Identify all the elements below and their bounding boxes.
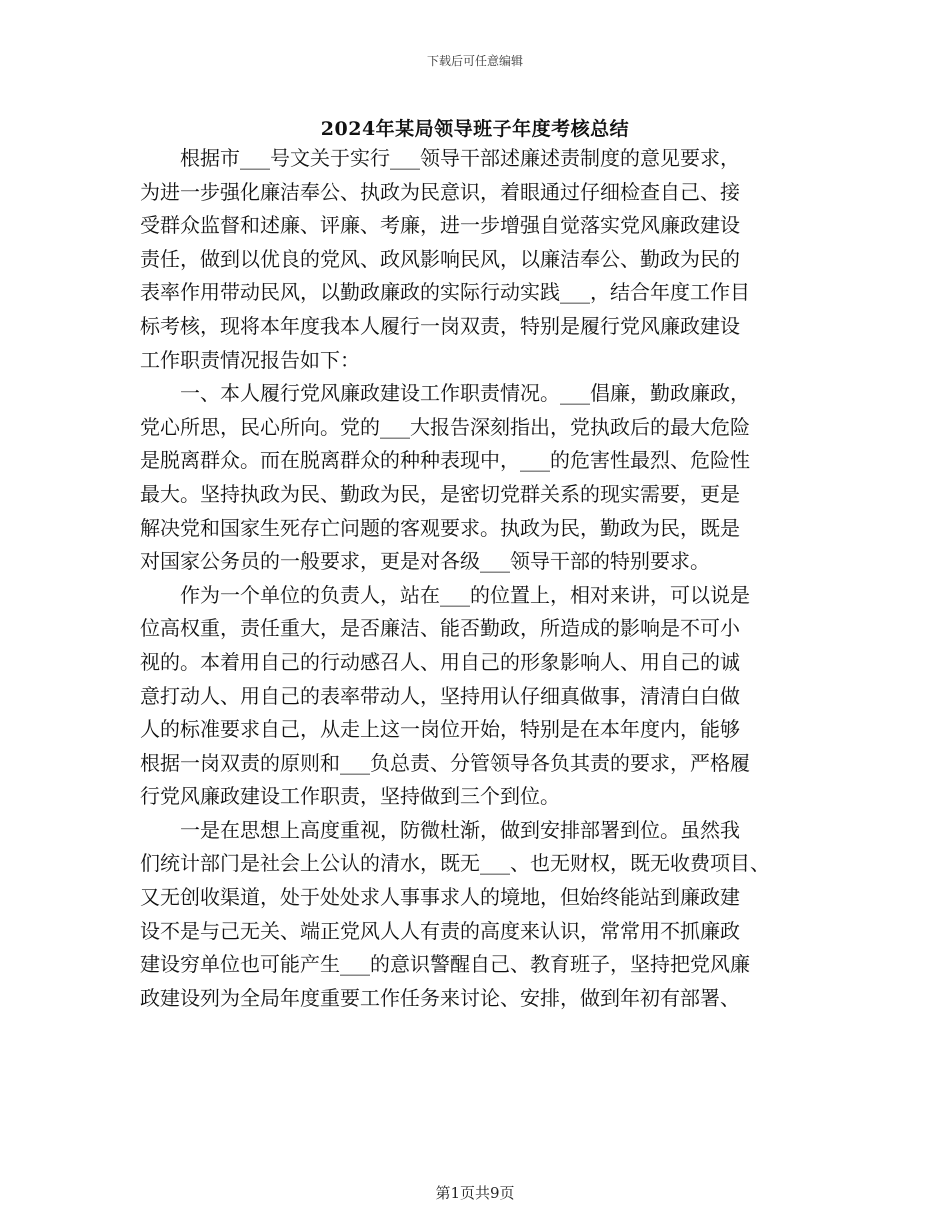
text-line: 解决党和国家生死存亡问题的客观要求。执政为民，勤政为民，既是 — [140, 515, 740, 540]
text-line: 受群众监督和述廉、评廉、考廉，进一步增强自觉落实党风廉政建设 — [140, 213, 740, 238]
document-title: 2024年某局领导班子年度考核总结 — [320, 118, 630, 140]
text-line: 根据一岗双责的原则和___负总责、分管领导各负其责的要求，严格履 — [140, 750, 750, 775]
text-line: 设不是与己无关、端正党风人人有责的高度来认识，常常用不抓廉政 — [140, 918, 740, 943]
text-line: 又无创收渠道，处于处处求人事事求人的境地，但始终能站到廉政建 — [140, 885, 740, 910]
page-header: 下载后可任意编辑 — [426, 54, 523, 68]
text-line: 工作职责情况报告如下： — [140, 347, 360, 372]
text-line: 最大。坚持执政为民、勤政为民，是密切党群关系的现实需要，更是 — [140, 481, 740, 506]
text-line: 们统计部门是社会上公认的清水，既无___、也无财权，既无收费项目、 — [140, 851, 770, 876]
paragraph-section-one — [140, 377, 815, 579]
page-number: 第1页共9页 — [435, 1184, 515, 1202]
text-line: 位高权重，责任重大，是否廉洁、能否勤政，所造成的影响是不可小 — [140, 616, 740, 641]
text-line: 表率作用带动民风，以勤政廉政的实际行动实践___，结合年度工作目 — [140, 280, 750, 305]
paragraph-point-one — [140, 814, 815, 1016]
text-line: 视的。本着用自己的行动感召人、用自己的形象影响人、用自己的诚 — [140, 649, 740, 674]
text-line: 一、本人履行党风廉政建设工作职责情况。___倡廉，勤政廉政， — [140, 381, 750, 406]
text-line: 一是在思想上高度重视，防微杜渐，做到安排部署到位。虽然我 — [140, 817, 740, 842]
document-body — [140, 142, 815, 1015]
text-line: 行党风廉政建设工作职责，坚持做到三个到位。 — [140, 784, 560, 809]
text-line: 责任，做到以优良的党风、政风影响民风，以廉洁奉公、勤政为民的 — [140, 246, 740, 271]
text-line: 党心所思，民心所向。党的___大报告深刻指出，党执政后的最大危险 — [140, 414, 750, 439]
text-line: 人的标准要求自己，从走上这一岗位开始，特别是在本年度内，能够 — [140, 717, 740, 742]
paragraph-responsibility — [140, 579, 815, 814]
text-line: 意打动人、用自己的表率带动人，坚持用认仔细真做事，清清白白做 — [140, 683, 740, 708]
paragraph-intro — [140, 142, 815, 377]
text-line: 对国家公务员的一般要求，更是对各级___领导干部的特别要求。 — [140, 549, 710, 574]
text-line: 为进一步强化廉洁奉公、执政为民意识，着眼通过仔细检查自己、接 — [140, 179, 740, 204]
text-line: 政建设列为全局年度重要工作任务来讨论、安排，做到年初有部署、 — [140, 985, 740, 1010]
text-line: 是脱离群众。而在脱离群众的种种表现中，___的危害性最烈、危险性 — [140, 448, 750, 473]
text-line: 作为一个单位的负责人，站在___的位置上，相对来讲，可以说是 — [140, 582, 750, 607]
text-line: 标考核，现将本年度我本人履行一岗双责，特别是履行党风廉政建设 — [140, 313, 740, 338]
text-line: 建设穷单位也可能产生___的意识警醒自己、教育班子，坚持把党风廉 — [140, 952, 750, 977]
text-line: 根据市___号文关于实行___领导干部述廉述责制度的意见要求， — [140, 146, 740, 170]
